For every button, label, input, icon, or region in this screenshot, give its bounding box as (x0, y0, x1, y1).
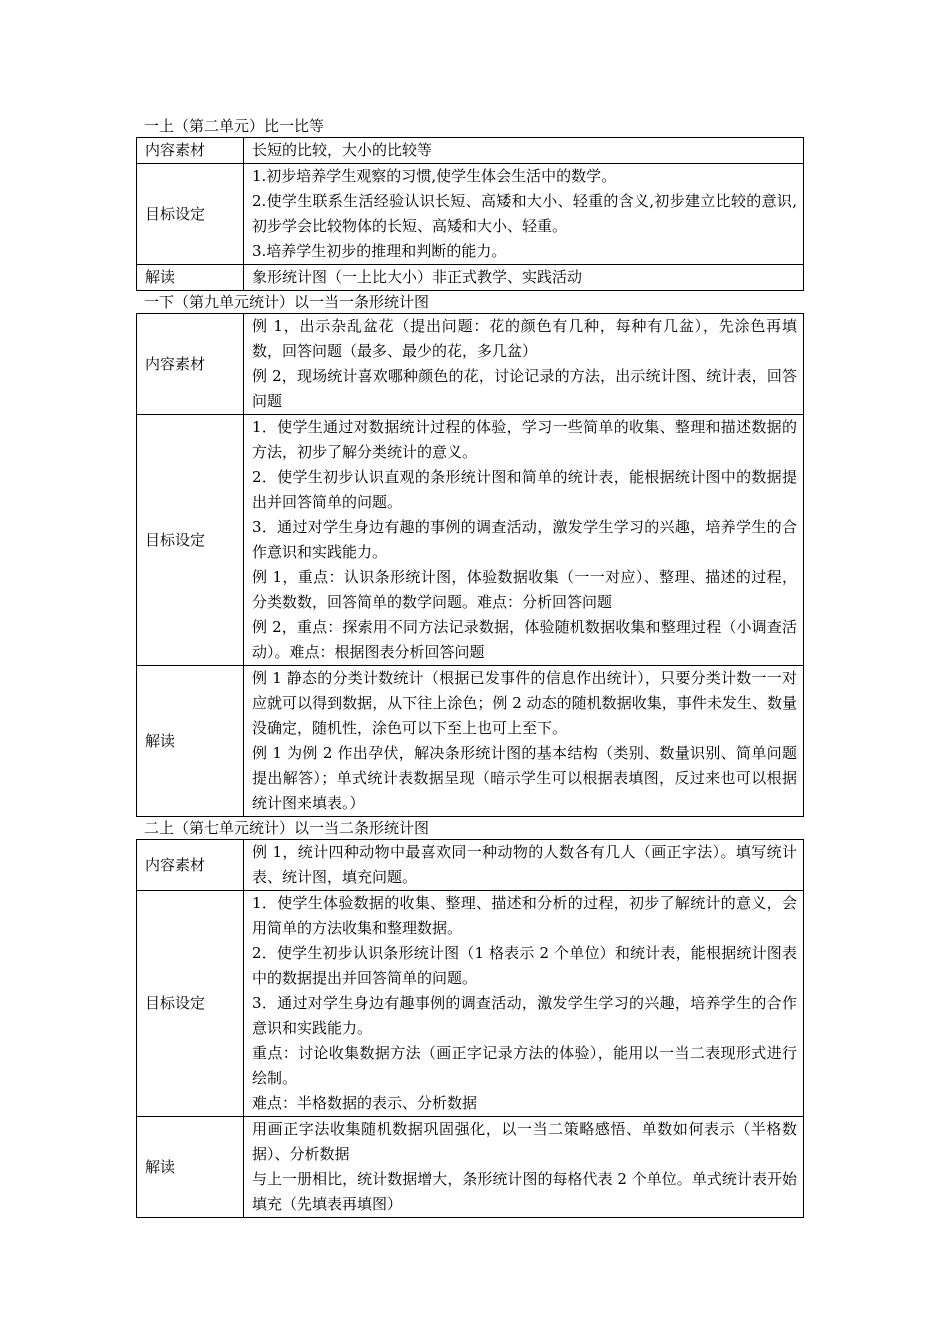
row-content (244, 164, 804, 265)
row-content (244, 1117, 804, 1218)
content-line: 3.培养学生初步的推理和判断的能力。 (252, 242, 507, 260)
row-content (244, 840, 804, 891)
content-line: 1．使学生体验数据的收集、整理、描述和分析的过程，初步了解统计的意义，会用简单的方法收集和整理数据。 (252, 894, 797, 937)
content-line: 2．使学生初步认识直观的条形统计图和简单的统计表，能根据统计图中的数据提出并回答简单的问题。 (252, 468, 797, 511)
content-line: 1．使学生通过对数据统计过程的体验，学习一些简单的收集、整理和描述数据的方法，初步了解分类统计的意义。 (252, 418, 797, 461)
content-line: 3．通过对学生身边有趣事例的调查活动，激发学生学习的兴趣，培养学生的合作意识和实践能力。 (252, 994, 797, 1037)
content-line: 例 2，重点：探索用不同方法记录数据，体验随机数据收集和整理过程（小调查活动）。难点：根据图表分析回答问题 (252, 618, 797, 661)
content-line: 象形统计图（一上比大小）非正式教学、实践活动 (252, 268, 583, 286)
content-line: 2．使学生初步认识条形统计图（1 格表示 2 个单位）和统计表，能根据统计图表中的数据提出并回答简单的问题。 (252, 944, 797, 987)
table-row (137, 415, 804, 666)
content-line: 长短的比较，大小的比较等 (252, 141, 433, 159)
row-content (244, 265, 804, 291)
table-row (137, 840, 804, 891)
table-row (137, 265, 804, 291)
table-row (137, 891, 804, 1117)
row-label: 内容素材 (137, 314, 244, 415)
row-content (244, 415, 804, 666)
row-label: 目标设定 (137, 164, 244, 265)
row-content (244, 666, 804, 817)
lesson-table (136, 137, 804, 291)
content-line: 3．通过对学生身边有趣的事例的调查活动，激发学生学习的兴趣，培养学生的合作意识和实践能力。 (252, 518, 797, 561)
table-row (137, 314, 804, 415)
row-label: 目标设定 (137, 891, 244, 1117)
content-line: 难点：半格数据的表示、分析数据 (252, 1094, 478, 1112)
table-row (137, 164, 804, 265)
lesson-table (136, 313, 804, 817)
table-row (137, 666, 804, 817)
row-label: 目标设定 (137, 415, 244, 666)
content-line: 1.初步培养学生观察的习惯,使学生体会生活中的数学。 (252, 167, 617, 185)
section-title: 一上（第二单元）比一比等 (144, 117, 325, 135)
row-label: 解读 (137, 1117, 244, 1218)
row-content (244, 138, 804, 164)
content-line: 重点：讨论收集数据方法（画正字记录方法的体验），能用以一当二表现形式进行绘制。 (252, 1044, 797, 1087)
table-row (137, 1117, 804, 1218)
row-label: 解读 (137, 666, 244, 817)
row-label: 内容素材 (137, 840, 244, 891)
content-line: 2.使学生联系生活经验认识长短、高矮和大小、轻重的含义,初步建立比较的意识,初步学会比较物体的长短、高矮和大小、轻重。 (252, 192, 797, 235)
section-title: 二上（第七单元统计）以一当二条形统计图 (144, 819, 430, 837)
document-page (136, 115, 804, 1218)
row-content (244, 314, 804, 415)
content-line: 用画正字法收集随机数据巩固强化，以一当二策略感悟、单数如何表示（半格数据）、分析数据 (252, 1120, 797, 1163)
row-label: 内容素材 (137, 138, 244, 164)
row-label: 解读 (137, 265, 244, 291)
section-title: 一下（第九单元统计）以一当一条形统计图 (144, 293, 430, 311)
content-line: 例 1 静态的分类计数统计（根据已发事件的信息作出统计），只要分类计数一一对应就可以得到数据，从下往上涂色；例 2 动态的随机数据收集，事件未发生、数量没确定，随机性，涂色可以下至上也可上至下。 (252, 669, 797, 737)
content-line: 与上一册相比，统计数据增大，条形统计图的每格代表 2 个单位。单式统计表开始填充（先填表再填图） (252, 1170, 797, 1213)
lesson-table (136, 839, 804, 1218)
content-line: 例 1，统计四种动物中最喜欢同一种动物的人数各有几人（画正字法）。填写统计表、统计图，填充问题。 (252, 843, 797, 886)
row-content (244, 891, 804, 1117)
content-line: 例 1，出示杂乱盆花（提出问题：花的颜色有几种，每种有几盆），先涂色再填数，回答问题（最多、最少的花，多几盆） (252, 317, 797, 360)
content-line: 例 1，重点：认识条形统计图，体验数据收集（一一对应）、整理、描述的过程，分类数数，回答简单的数学问题。难点：分析回答问题 (252, 568, 797, 611)
content-line: 例 1 为例 2 作出孕伏，解决条形统计图的基本结构（类别、数量识别、简单问题提出解答）；单式统计表数据呈现（暗示学生可以根据表填图，反过来也可以根据统计图来填表。） (252, 744, 797, 812)
content-line: 例 2，现场统计喜欢哪种颜色的花，讨论记录的方法，出示统计图、统计表，回答问题 (252, 367, 797, 410)
table-row (137, 138, 804, 164)
